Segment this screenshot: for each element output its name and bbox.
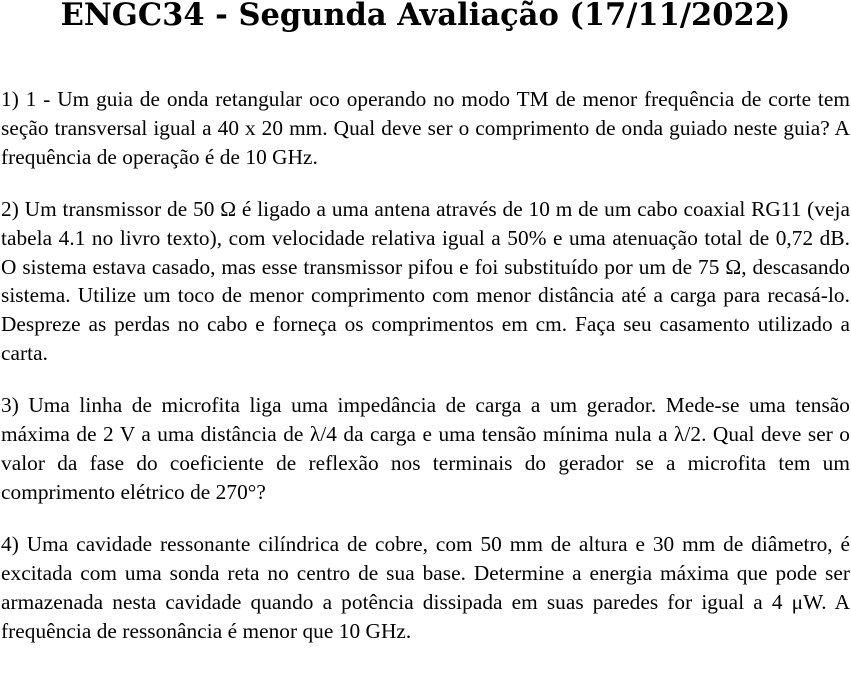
question-2 [1,195,850,368]
question-3 [1,391,850,507]
question-4 [1,530,850,646]
page-title: ENGC34 - Segunda Avaliação (17/11/2022) [60,0,791,33]
question-1 [1,85,850,172]
question-text: Um transmissor de 50 Ω é ligado a uma antena através de 10 m de um cabo coaxial RG11 (veja tabela 4.1 no livro texto), com velocidade relativa igual a 50% e uma atenuação total de 0,72 dB. O sistema estava casado, mas esse transmissor pifou e foi substituído por um de 75 Ω, descasando sistema. Utilize um toco de menor comprimento com menor distância até a carga para recasá-lo. Despreze as perdas no cabo e forneça os comprimentos em cm. Faça seu casamento utilizado a carta. [1,196,850,366]
question-list [1,85,850,645]
question-number: 3) [1,393,19,418]
question-number: 4) [1,531,19,556]
question-number: 2) [1,196,19,221]
question-text: 1 - Um guia de onda retangular oco operando no modo TM de menor frequência de corte tem seção transversal igual a 40 x 20 mm. Qual deve ser o comprimento de onda guiado neste guia? A frequência de operação é de 10 GHz. [1,87,850,169]
question-number: 1) [1,87,19,111]
question-text: Uma linha de microfita liga uma impedância de carga a um gerador. Mede-se uma tensão máxima de 2 V a uma distância de λ/4 da carga e uma tensão mínima nula a λ/2. Qual deve ser o valor da fase do coeficiente de reflexão nos terminais do gerador se a microfita tem um comprimento elétrico de 270°? [1,393,850,504]
question-text: Uma cavidade ressonante cilíndrica de cobre, com 50 mm de altura e 30 mm de diâmetro, é excitada com uma sonda reta no centro de sua base. Determine a energia máxima que pode ser armazenada nesta cavidade quando a potência dissipada em suas paredes for igual a 4 μW. A frequência de ressonância é menor que 10 GHz. [1,531,851,643]
